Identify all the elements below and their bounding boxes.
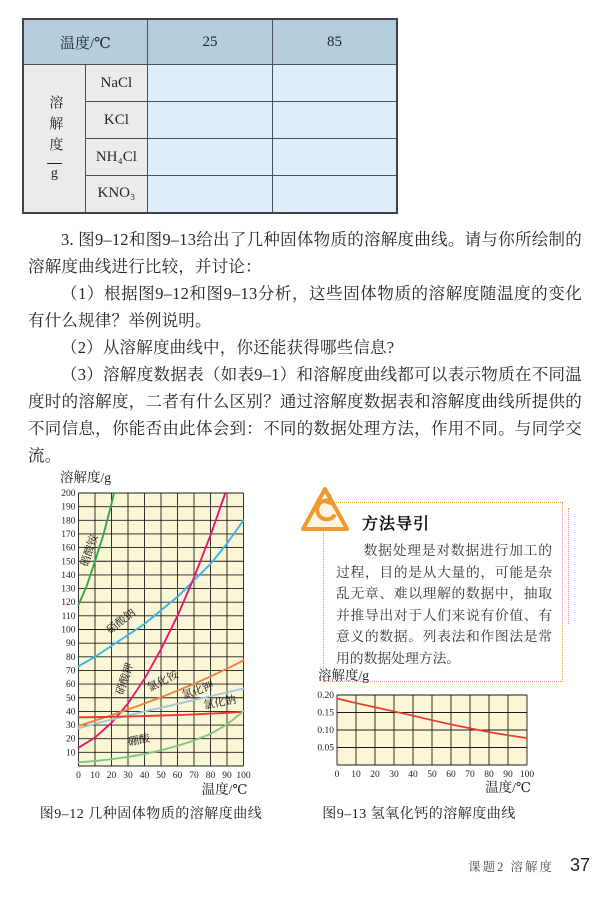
svg-text:硝酸钠: 硝酸钠 [104,606,138,637]
table-cell-empty [148,65,273,102]
svg-text:10: 10 [66,748,76,759]
svg-text:硝酸钾: 硝酸钾 [114,661,137,697]
svg-text:110: 110 [61,611,76,622]
svg-text:硼酸: 硼酸 [127,732,151,749]
spiral-arrow-triangle-icon [300,486,350,534]
svg-text:溶解度/g: 溶解度/g [60,470,112,485]
svg-text:130: 130 [61,584,76,595]
svg-text:30: 30 [123,771,133,781]
svg-text:氯化铵: 氯化铵 [145,668,181,695]
svg-text:50: 50 [66,693,76,704]
svg-text:氯化钠: 氯化钠 [202,693,238,713]
svg-text:0.15: 0.15 [317,708,334,719]
svg-text:温度/℃: 温度/℃ [201,782,248,797]
question-3-intro: 3. 图9–12和图9–13给出了几种固体物质的溶解度曲线。请与你所绘制的溶解度曲线进行比较，并讨论： [28,230,582,276]
footer-section-label: 课题2 溶解度 [468,860,554,874]
svg-text:30: 30 [66,721,76,732]
svg-text:90: 90 [222,771,232,781]
table-row [23,65,397,102]
svg-text:10: 10 [90,771,100,781]
table-cell-empty [148,102,273,139]
table-cell-empty [273,65,398,102]
svg-text:0.10: 0.10 [317,726,334,736]
svg-text:30: 30 [389,770,399,780]
question-3-2: （2）从溶解度曲线中，你还能获得哪些信息? [61,338,395,357]
svg-text:160: 160 [61,543,76,554]
svg-text:温度/℃: 温度/℃ [485,780,531,795]
table-cell-empty [273,102,398,139]
svg-text:0: 0 [334,770,340,780]
svg-text:100: 100 [519,770,535,780]
table-header-temperature: 温度/℃ [23,19,148,65]
substance-nh4cl: NH₄Cl [85,139,147,176]
svg-text:40: 40 [139,771,150,781]
svg-text:40: 40 [408,770,418,780]
svg-text:溶解度/g: 溶解度/g [318,668,370,683]
svg-text:20: 20 [106,771,117,781]
table-header-85: 85 [273,19,398,65]
table-cell-empty [148,176,273,213]
fig-9-13 [298,664,543,799]
svg-text:50: 50 [427,770,437,780]
svg-text:0.05: 0.05 [317,743,334,754]
svg-text:50: 50 [156,771,166,781]
svg-text:80: 80 [205,771,216,781]
method-guide-box [323,502,563,682]
solubility-vertical-text: 溶解度 [47,94,63,158]
guide-border-accent [568,508,569,624]
svg-text:70: 70 [189,771,199,781]
table-header-25: 25 [148,19,273,65]
solubility-table [22,18,398,214]
svg-text:10: 10 [351,770,361,780]
svg-text:140: 140 [61,570,76,581]
row-group-label-solubility [23,65,85,213]
svg-text:70: 70 [66,666,76,677]
svg-text:170: 170 [61,529,76,540]
page-footer [468,855,590,876]
svg-text:60: 60 [446,770,456,780]
method-guide-title: 方法导引 [362,516,431,533]
substance-nacl: NaCl [85,65,147,102]
svg-text:60: 60 [172,771,183,781]
svg-text:60: 60 [66,680,76,691]
substance-kno3: KNO₃ [85,176,147,213]
svg-text:80: 80 [66,652,76,663]
fig-9-13-caption: 图9–13 氢氧化钙的溶解度曲线 [322,807,516,822]
svg-text:90: 90 [503,770,513,780]
svg-text:0: 0 [76,771,81,781]
svg-text:100: 100 [236,771,251,781]
solubility-unit: g [47,163,62,182]
substance-kcl: KCl [85,102,147,139]
table-cell-empty [273,176,398,213]
svg-text:150: 150 [61,557,76,568]
question-3-3: （3）溶解度数据表（如表9–1）和溶解度曲线都可以表示物质在不同温度时的溶解度，二者有什么区别？通过溶解度数据表和溶解度曲线所提供的不同信息，你能否由此体会到：不同的数据处理方法，作用不同。与同学交流。 [28,365,582,465]
table-cell-empty [273,139,398,176]
svg-text:90: 90 [66,639,76,650]
svg-text:0.20: 0.20 [317,691,334,701]
svg-text:40: 40 [66,707,76,718]
table-cell-empty [148,139,273,176]
fig-9-12 [30,466,260,797]
svg-text:硝酸铵: 硝酸铵 [78,533,101,569]
svg-text:70: 70 [465,770,475,780]
svg-text:190: 190 [61,502,76,513]
question-3-1: （1）根据图9–12和图9–13分析，这些固体物质的溶解度随温度的变化有什么规律？举例说明。 [28,284,582,330]
fig-9-12-caption: 图9–12 几种固体物质的溶解度曲线 [39,807,263,822]
svg-text:氯化钾: 氯化钾 [180,679,216,702]
svg-text:80: 80 [484,770,494,780]
page-number: 37 [569,855,590,875]
questions-block [28,226,582,469]
svg-text:20: 20 [370,770,380,780]
svg-text:120: 120 [61,598,76,609]
svg-text:200: 200 [61,489,76,499]
svg-text:180: 180 [61,516,76,527]
method-guide-body: 数据处理是对数据进行加工的过程，目的是从大量的，可能是杂乱无章、难以理解的数据中，抽取并推导出对于人们来说有价值、有意义的数据。列表法和作图法是常用的数据处理方法。 [336,543,552,666]
svg-text:100: 100 [61,625,76,636]
svg-text:20: 20 [66,734,76,745]
